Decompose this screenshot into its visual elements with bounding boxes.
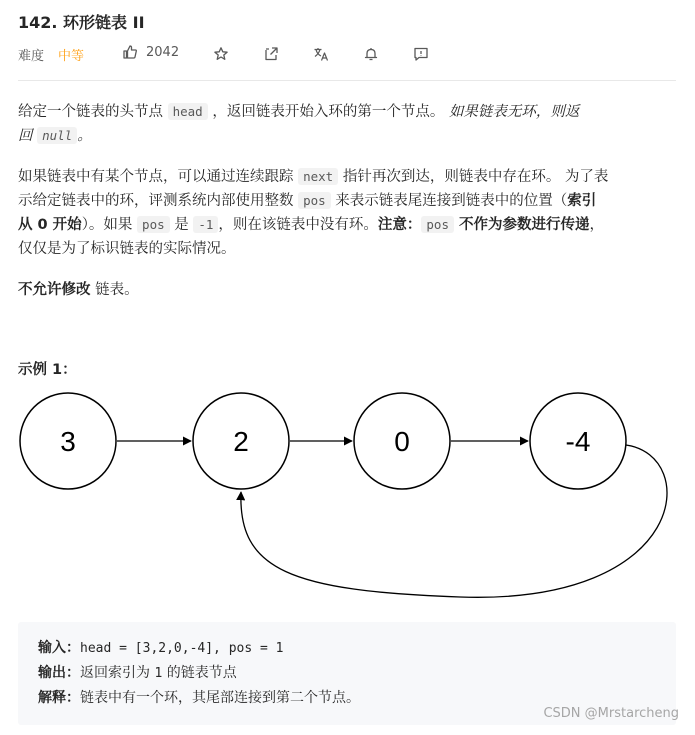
difficulty-badge: 中等 (58, 48, 85, 64)
translate-icon[interactable] (313, 46, 329, 62)
thumbs-up-icon (122, 44, 138, 60)
watermark: CSDN @Mrstarcheng (543, 706, 679, 721)
list-node-label: 2 (233, 426, 249, 457)
problem-title: 142. 环形链表 II (18, 13, 145, 32)
input-value: head = [3,2,0,-4], pos = 1 (80, 641, 284, 656)
text: 链表。 (90, 282, 139, 298)
code-next: next (298, 168, 338, 185)
text-bold: 不允许修改 (18, 282, 91, 298)
example-title: 示例 1： (18, 362, 77, 378)
output-value: 的链表节点 (162, 665, 237, 681)
bell-icon[interactable] (363, 46, 379, 62)
header-divider (18, 80, 676, 81)
example-input (38, 636, 656, 661)
star-icon[interactable] (213, 46, 229, 62)
text: 仅仅是为了标识链表的实际情况。 (18, 241, 236, 257)
problem-meta (18, 44, 180, 64)
text: 示给定链表中的环，评测系统内部使用整数 (18, 193, 299, 209)
description-paragraph-3 (18, 278, 678, 302)
text: 是 (169, 217, 194, 233)
difficulty-label: 难度 (18, 48, 45, 64)
text: 如果链表中有某个节点，可以通过连续跟踪 (18, 169, 299, 185)
text: 来表示链表尾连接到链表中的位置（ (330, 193, 568, 209)
example-output (38, 661, 656, 686)
feedback-icon[interactable] (413, 46, 429, 62)
list-node-label: 3 (60, 426, 76, 457)
text-italic: 回 (18, 128, 38, 144)
text-italic: 。 (77, 128, 92, 144)
text-bold: 索引 (567, 193, 597, 209)
code-minus-one: -1 (193, 216, 218, 233)
description-paragraph-2 (18, 165, 678, 261)
text-bold: 注意： (377, 217, 422, 233)
text-bold: 从 0 开始 (18, 217, 82, 233)
text: ， (589, 217, 605, 233)
code-null: null (37, 127, 77, 144)
input-label: 输入： (38, 640, 80, 656)
text-italic: 如果链表无环，则返 (448, 104, 580, 120)
output-value-code: 1 (154, 666, 163, 681)
explanation-value: 链表中有一个环，其尾部连接到第二个节点。 (80, 690, 360, 706)
code-pos: pos (298, 192, 331, 209)
text: 给定一个链表的头节点 (18, 104, 168, 120)
linked-list-diagram (0, 385, 695, 610)
like-button[interactable] (122, 44, 179, 60)
text-bold: 不作为参数进行传递 (453, 217, 590, 233)
text: ，则在该链表中没有环。 (218, 217, 378, 233)
code-head: head (168, 103, 208, 120)
like-count: 2042 (146, 44, 180, 60)
list-node-label: 0 (394, 426, 410, 457)
text: ）。如果 (81, 217, 138, 233)
code-pos: pos (137, 216, 170, 233)
description-paragraph-1 (18, 100, 678, 148)
text: 指针再次到达，则链表中存在环。 为了表 (338, 169, 609, 185)
output-label: 输出： (38, 665, 80, 681)
share-icon[interactable] (263, 46, 279, 62)
text: ，返回链表开始入环的第一个节点。 (207, 104, 449, 120)
list-node-label: -4 (565, 426, 591, 457)
code-pos: pos (421, 216, 454, 233)
output-value: 返回索引为 (80, 665, 155, 681)
explanation-label: 解释： (38, 690, 80, 706)
